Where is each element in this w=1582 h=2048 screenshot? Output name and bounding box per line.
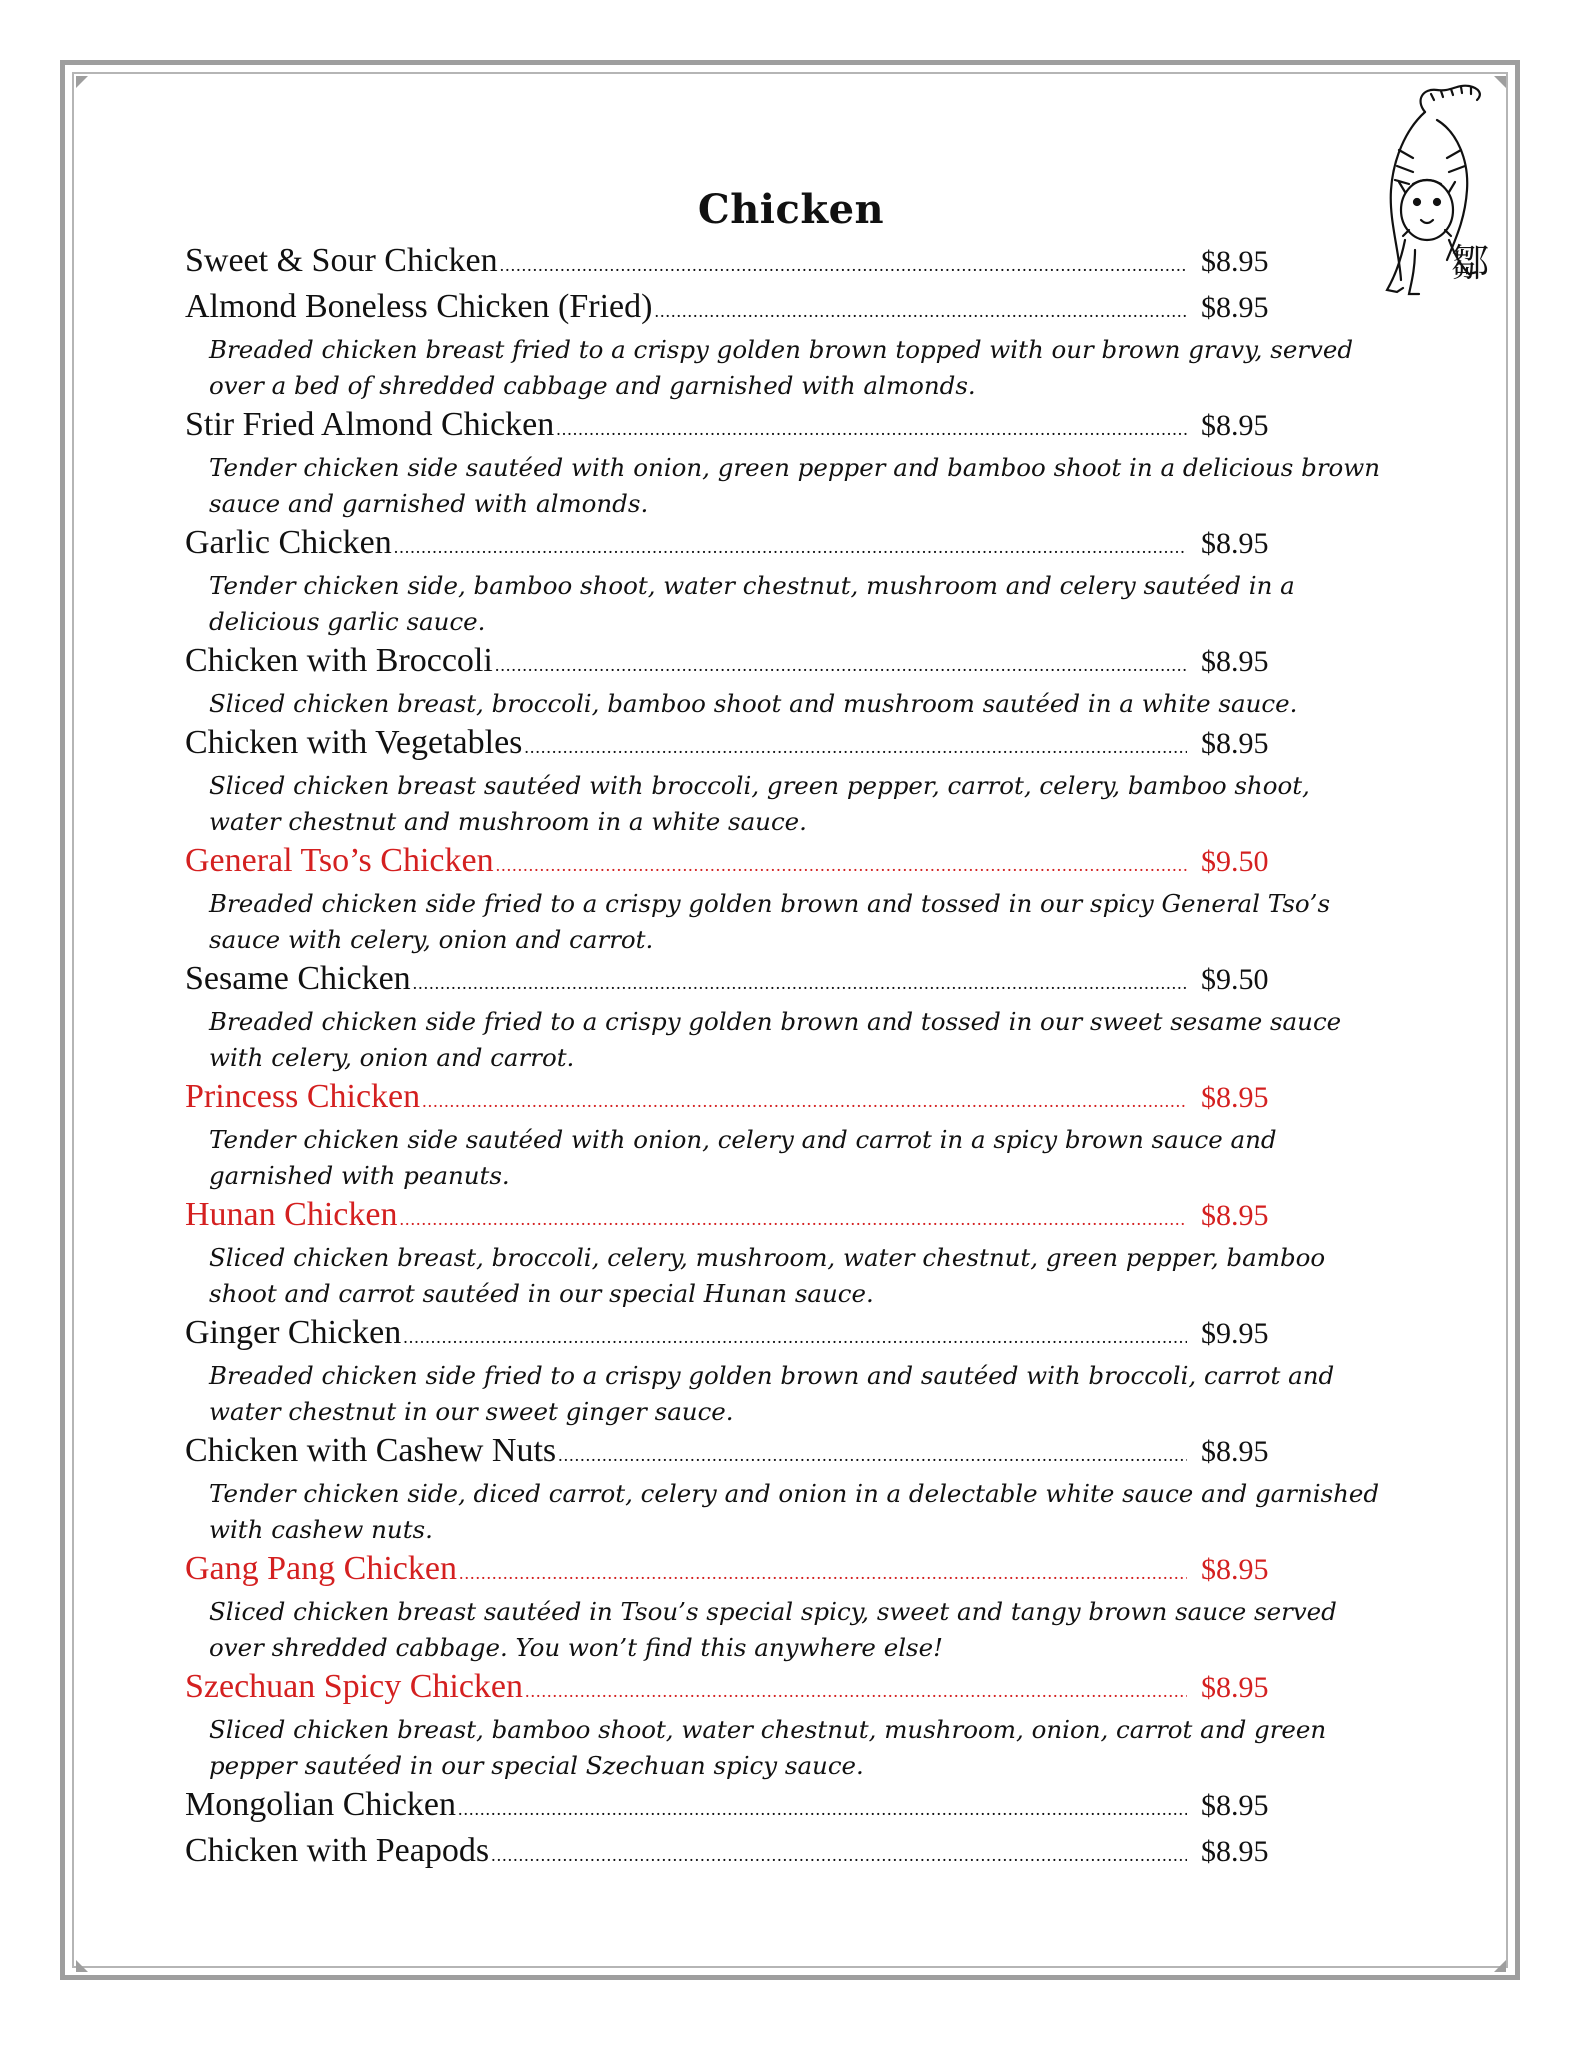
menu-item-price: $8.95	[1201, 1553, 1269, 1586]
menu-item-price: $8.95	[1201, 1671, 1269, 1704]
dot-leader	[458, 1789, 1187, 1830]
menu-item-description: Tender chicken side, diced carrot, celery and onion in a delectable white sauce and garnished with cashew nuts.	[209, 1479, 1380, 1544]
frame-corner-ornament	[76, 76, 88, 88]
menu-item	[185, 958, 1405, 1076]
menu-item-description: Breaded chicken breast fried to a crispy golden brown topped with our brown gravy, served over a bed of shredded cabbage and garnished with almonds.	[209, 335, 1354, 400]
menu-item-price: $8.95	[1201, 1081, 1269, 1114]
menu-item-row	[185, 1430, 1285, 1476]
menu-item-description: Sliced chicken breast sautéed in Tsou’s special spicy, sweet and tangy brown sauce served over shredded cabbage. You won’t find this anywhere else!	[209, 1597, 1337, 1662]
menu-item-name: Szechuan Spicy Chicken	[185, 1668, 524, 1705]
menu-item-name: Ginger Chicken	[185, 1314, 402, 1351]
frame-corner-ornament	[1494, 1960, 1506, 1972]
menu-item-row	[185, 958, 1285, 1004]
menu-item-name: Garlic Chicken	[185, 524, 392, 561]
menu-item-name: Stir Fried Almond Chicken	[185, 406, 555, 443]
dot-leader	[524, 727, 1187, 768]
dot-leader	[491, 1835, 1187, 1876]
menu-item-name: Gang Pang Chicken	[185, 1550, 457, 1587]
menu-item-name: Princess Chicken	[185, 1078, 421, 1115]
menu-item-name: Chicken with Broccoli	[185, 642, 493, 679]
menu-item-price: $8.95	[1201, 727, 1269, 760]
menu-item	[185, 1076, 1405, 1194]
dot-leader	[399, 1199, 1187, 1240]
menu-item-price: $8.95	[1201, 1199, 1269, 1232]
menu-item-row	[185, 286, 1285, 332]
dot-leader	[558, 1435, 1187, 1476]
menu-item-description: Sliced chicken breast, broccoli, celery, mushroom, water chestnut, green pepper, bamboo shoot and carrot sautéed in our special Hunan sauce.	[209, 1243, 1326, 1308]
menu-item-price: $8.95	[1201, 1789, 1269, 1822]
menu-item-description: Sliced chicken breast, bamboo shoot, water chestnut, mushroom, onion, carrot and green pepper sautéed in our special Szechuan spicy sauce.	[209, 1715, 1327, 1780]
menu-item-row	[185, 522, 1285, 568]
dot-leader	[413, 963, 1187, 1004]
menu-item-description: Breaded chicken side fried to a crispy golden brown and sautéed with broccoli, carrot and water chestnut in our sweet ginger sauce.	[209, 1361, 1335, 1426]
menu-item	[185, 240, 1405, 286]
menu-item	[185, 640, 1405, 722]
menu-item-description: Tender chicken side sautéed with onion, green pepper and bamboo shoot in a delicious brown sauce and garnished with almonds.	[209, 453, 1381, 518]
menu-item	[185, 1312, 1405, 1430]
menu-item-row	[185, 1194, 1285, 1240]
menu-item-price: $8.95	[1201, 245, 1269, 278]
menu-item-name: Almond Boneless Chicken (Fried)	[185, 288, 653, 325]
menu-item	[185, 1666, 1405, 1784]
menu-item-name: Sweet & Sour Chicken	[185, 242, 498, 279]
dot-leader	[495, 645, 1187, 686]
menu-item	[185, 1430, 1405, 1548]
menu-item-name: Mongolian Chicken	[185, 1786, 457, 1823]
menu-item	[185, 522, 1405, 640]
menu-item-name: Sesame Chicken	[185, 960, 411, 997]
dot-leader	[422, 1081, 1187, 1122]
menu-item-row	[185, 1076, 1285, 1122]
section-title: Chicken	[697, 186, 885, 233]
menu-item-name: Chicken with Peapods	[185, 1832, 490, 1869]
dot-leader	[394, 527, 1187, 568]
dot-leader	[500, 245, 1187, 286]
menu-item-row	[185, 840, 1285, 886]
menu-item-row	[185, 640, 1285, 686]
menu-item-description: Sliced chicken breast sautéed with broccoli, green pepper, carrot, celery, bamboo shoot, water chestnut and mushroom in a white sauce.	[209, 771, 1310, 836]
menu-item-row	[185, 722, 1285, 768]
menu-item-description: Breaded chicken side fried to a crispy golden brown and tossed in our sweet sesame sauce with celery, onion and carrot.	[209, 1007, 1342, 1072]
menu-item-price: $9.50	[1201, 845, 1269, 878]
menu-item-row	[185, 1312, 1285, 1358]
menu-item-price: $8.95	[1201, 527, 1269, 560]
logo-character: 鄒	[1451, 241, 1490, 285]
menu-item-price: $8.95	[1201, 291, 1269, 324]
dot-leader	[654, 291, 1187, 332]
menu-item-row	[185, 1666, 1285, 1712]
dot-leader	[459, 1553, 1187, 1594]
menu-item-name: Hunan Chicken	[185, 1196, 398, 1233]
menu-item-price: $9.95	[1201, 1317, 1269, 1350]
menu-item-name: Chicken with Vegetables	[185, 724, 523, 761]
menu-item-price: $8.95	[1201, 409, 1269, 442]
menu-item-row	[185, 240, 1285, 286]
menu-item-price: $8.95	[1201, 1835, 1269, 1868]
menu-item-description: Tender chicken side, bamboo shoot, water chestnut, mushroom and celery sautéed in a delicious garlic sauce.	[209, 571, 1295, 636]
menu-item-price: $9.50	[1201, 963, 1269, 996]
dot-leader	[496, 845, 1187, 886]
menu-item-description: Breaded chicken side fried to a crispy golden brown and tossed in our spicy General Tso’s sauce with celery, onion and carrot.	[209, 889, 1331, 954]
menu-item	[185, 1830, 1405, 1876]
menu-item	[185, 1194, 1405, 1312]
dot-leader	[525, 1671, 1187, 1712]
menu-item-name: General Tso’s Chicken	[185, 842, 494, 879]
menu-item-row	[185, 1548, 1285, 1594]
menu-item	[185, 1548, 1405, 1666]
menu-item-price: $8.95	[1201, 1435, 1269, 1468]
dot-leader	[556, 409, 1187, 450]
menu-item-name: Chicken with Cashew Nuts	[185, 1432, 557, 1469]
menu-item-price: $8.95	[1201, 645, 1269, 678]
menu-item-row	[185, 1784, 1285, 1830]
frame-corner-ornament	[76, 1960, 88, 1972]
frame-corner-ornament	[1494, 76, 1506, 88]
menu-item	[185, 286, 1405, 404]
menu-item	[185, 404, 1405, 522]
menu-item	[185, 840, 1405, 958]
menu-item-row	[185, 404, 1285, 450]
menu-item-row	[185, 1830, 1285, 1876]
menu-item	[185, 722, 1405, 840]
menu-item-description: Sliced chicken breast, broccoli, bamboo shoot and mushroom sautéed in a white sauce.	[209, 689, 1298, 718]
menu-item	[185, 1784, 1405, 1830]
menu-item-description: Tender chicken side sautéed with onion, celery and carrot in a spicy brown sauce and garnished with peanuts.	[209, 1125, 1277, 1190]
menu-list	[185, 240, 1405, 1876]
dot-leader	[403, 1317, 1187, 1358]
